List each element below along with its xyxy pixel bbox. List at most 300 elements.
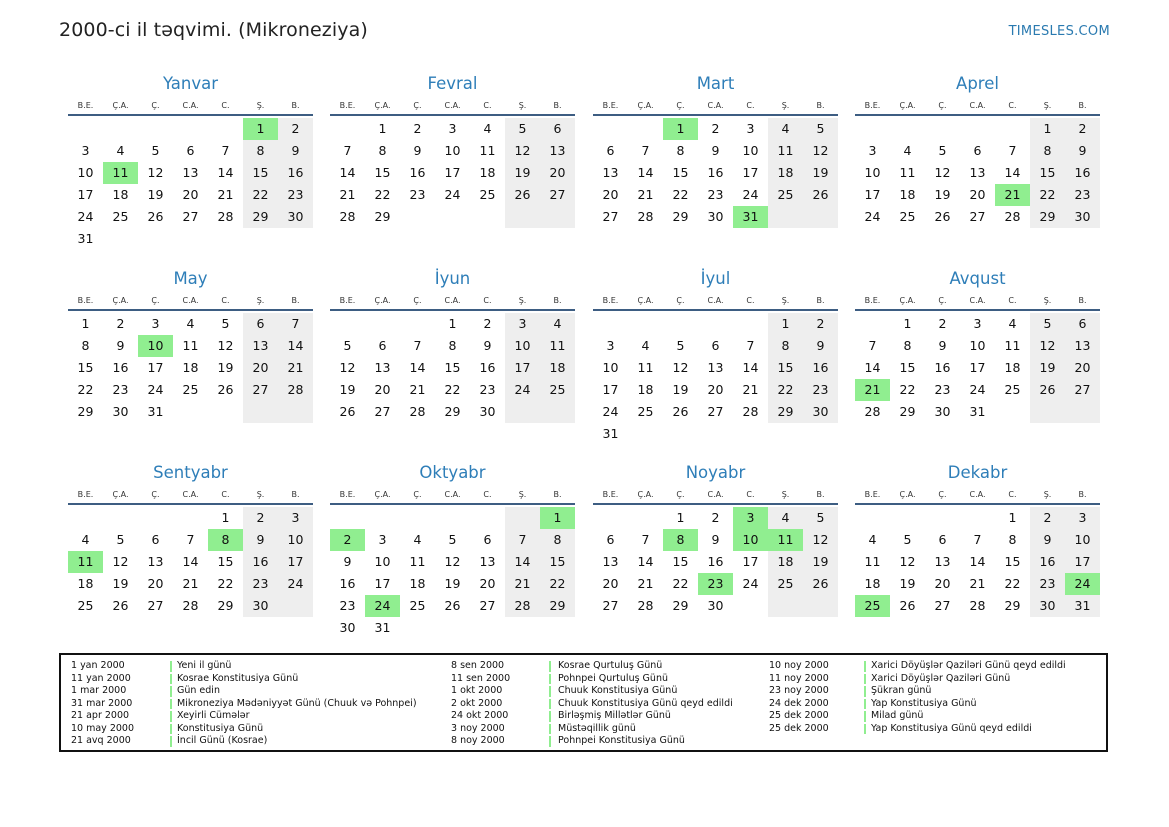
day-cell: 29 bbox=[1004, 598, 1021, 613]
day-cell: 22 bbox=[1039, 187, 1056, 202]
day-cell: 9 bbox=[116, 338, 125, 353]
weekday-label: B. bbox=[291, 101, 300, 110]
day-cell: 5 bbox=[116, 532, 125, 547]
day-cell: 11 bbox=[182, 338, 199, 353]
holiday-day-cell: 8 bbox=[208, 529, 243, 551]
weekday-label: Ş. bbox=[781, 490, 790, 499]
weekday-label: Ç.A. bbox=[899, 101, 916, 110]
day-cell: 4 bbox=[553, 316, 562, 331]
day-cell: 8 bbox=[903, 338, 912, 353]
month-name: İyul bbox=[700, 269, 731, 288]
holiday-day-cell: 31 bbox=[733, 206, 768, 228]
holiday-day-cell: 21 bbox=[995, 184, 1030, 206]
month-name: Aprel bbox=[956, 74, 999, 93]
weekday-label: C. bbox=[483, 101, 492, 110]
day-cell: 11 bbox=[409, 554, 426, 569]
day-cell: 23 bbox=[112, 382, 129, 397]
day-cell: 14 bbox=[637, 554, 654, 569]
day-cell: 17 bbox=[77, 187, 94, 202]
day-cell: 1 bbox=[378, 121, 387, 136]
holiday-day-cell: 3 bbox=[733, 507, 768, 529]
day-cell: 6 bbox=[483, 532, 492, 547]
day-cell: 23 bbox=[812, 382, 829, 397]
day-cell: 27 bbox=[969, 209, 986, 224]
day-cell: 2 bbox=[711, 121, 720, 136]
day-cell: 2 bbox=[256, 510, 265, 525]
day-cell: 30 bbox=[707, 209, 724, 224]
day-cell: 5 bbox=[903, 532, 912, 547]
holiday-marker bbox=[170, 736, 172, 747]
day-cell: 20 bbox=[182, 187, 199, 202]
day-cell: 6 bbox=[1078, 316, 1087, 331]
weekday-label: B. bbox=[1078, 490, 1087, 499]
day-cell: 19 bbox=[812, 554, 829, 569]
holiday-date: 21 apr 2000 bbox=[71, 710, 130, 721]
holiday-day-cell: 24 bbox=[1065, 573, 1100, 595]
day-cell: 17 bbox=[602, 382, 619, 397]
day-cell: 20 bbox=[252, 360, 269, 375]
day-cell: 13 bbox=[602, 554, 619, 569]
day-cell: 19 bbox=[899, 576, 916, 591]
weekday-label: B.E. bbox=[339, 101, 356, 110]
day-cell: 19 bbox=[217, 360, 234, 375]
day-cell: 23 bbox=[479, 382, 496, 397]
day-cell: 29 bbox=[672, 209, 689, 224]
day-cell: 29 bbox=[549, 598, 566, 613]
day-cell: 10 bbox=[287, 532, 304, 547]
day-cell: 19 bbox=[147, 187, 164, 202]
header-rule bbox=[593, 503, 838, 505]
day-cell: 10 bbox=[77, 165, 94, 180]
weekday-label: B. bbox=[816, 296, 825, 305]
holiday-name: Kosrae Konstitusiya Günü bbox=[177, 672, 299, 684]
holiday-day-cell: 10 bbox=[733, 529, 768, 551]
day-cell: 14 bbox=[742, 360, 759, 375]
weekday-label: C. bbox=[221, 490, 230, 499]
day-cell: 14 bbox=[514, 554, 531, 569]
day-cell: 3 bbox=[868, 143, 877, 158]
day-cell: 15 bbox=[252, 165, 269, 180]
day-cell: 17 bbox=[969, 360, 986, 375]
day-cell: 16 bbox=[707, 554, 724, 569]
day-cell: 15 bbox=[1039, 165, 1056, 180]
day-cell: 28 bbox=[637, 209, 654, 224]
day-cell: 12 bbox=[812, 532, 829, 547]
day-cell: 30 bbox=[287, 209, 304, 224]
day-cell: 17 bbox=[514, 360, 531, 375]
day-cell: 26 bbox=[1039, 382, 1056, 397]
weekday-label: B. bbox=[553, 490, 562, 499]
holiday-marker bbox=[170, 686, 172, 697]
day-cell: 30 bbox=[252, 598, 269, 613]
day-cell: 3 bbox=[81, 143, 90, 158]
day-cell: 27 bbox=[602, 209, 619, 224]
day-cell: 11 bbox=[479, 143, 496, 158]
weekday-label: Ç.A. bbox=[112, 101, 129, 110]
day-cell: 24 bbox=[864, 209, 881, 224]
day-cell: 17 bbox=[374, 576, 391, 591]
day-cell: 25 bbox=[409, 598, 426, 613]
holiday-day-cell: 23 bbox=[698, 573, 733, 595]
weekday-label: B.E. bbox=[602, 101, 619, 110]
weekday-label: C.A. bbox=[707, 296, 724, 305]
day-cell: 1 bbox=[221, 510, 230, 525]
day-cell: 19 bbox=[1039, 360, 1056, 375]
holiday-day-cell: 8 bbox=[663, 529, 698, 551]
day-cell: 8 bbox=[1008, 532, 1017, 547]
day-cell: 1 bbox=[676, 510, 685, 525]
holiday-marker bbox=[170, 674, 172, 685]
weekday-label: B.E. bbox=[77, 296, 94, 305]
day-cell: 16 bbox=[1074, 165, 1091, 180]
day-cell: 6 bbox=[606, 532, 615, 547]
holiday-date: 8 noy 2000 bbox=[451, 735, 505, 746]
day-cell: 12 bbox=[112, 554, 129, 569]
holiday-date: 11 yan 2000 bbox=[71, 672, 131, 684]
weekday-label: C. bbox=[221, 296, 230, 305]
day-cell: 26 bbox=[339, 404, 356, 419]
header-rule bbox=[593, 114, 838, 116]
day-cell: 26 bbox=[934, 209, 951, 224]
day-cell: 29 bbox=[444, 404, 461, 419]
day-cell: 20 bbox=[602, 187, 619, 202]
day-cell: 10 bbox=[864, 165, 881, 180]
day-cell: 7 bbox=[291, 316, 300, 331]
day-cell: 23 bbox=[934, 382, 951, 397]
day-cell: 3 bbox=[378, 532, 387, 547]
day-cell: 9 bbox=[413, 143, 422, 158]
day-cell: 21 bbox=[742, 382, 759, 397]
weekday-label: C.A. bbox=[707, 101, 724, 110]
day-cell: 18 bbox=[409, 576, 426, 591]
day-cell: 6 bbox=[606, 143, 615, 158]
day-cell: 22 bbox=[444, 382, 461, 397]
holiday-date: 11 noy 2000 bbox=[769, 672, 829, 684]
day-cell: 28 bbox=[864, 404, 881, 419]
weekday-label: Ç. bbox=[938, 101, 947, 110]
header-rule bbox=[855, 503, 1100, 505]
day-cell: 19 bbox=[934, 187, 951, 202]
header-rule bbox=[68, 503, 313, 505]
day-cell: 2 bbox=[1043, 510, 1052, 525]
day-cell: 18 bbox=[479, 165, 496, 180]
weekday-label: C.A. bbox=[707, 490, 724, 499]
weekday-label: C.A. bbox=[182, 490, 199, 499]
day-cell: 10 bbox=[514, 338, 531, 353]
holiday-day-cell: 25 bbox=[855, 595, 890, 617]
day-cell: 28 bbox=[339, 209, 356, 224]
weekday-label: Ç. bbox=[151, 296, 160, 305]
month-name: Avqust bbox=[949, 269, 1006, 288]
weekday-label: C.A. bbox=[444, 101, 461, 110]
day-cell: 12 bbox=[899, 554, 916, 569]
day-cell: 27 bbox=[479, 598, 496, 613]
day-cell: 24 bbox=[147, 382, 164, 397]
weekday-label: Ş. bbox=[518, 101, 527, 110]
holiday-name: Xeyirli Cümələr bbox=[177, 710, 250, 721]
day-cell: 8 bbox=[256, 143, 265, 158]
day-cell: 16 bbox=[409, 165, 426, 180]
weekday-label: B.E. bbox=[864, 490, 881, 499]
day-cell: 3 bbox=[291, 510, 300, 525]
day-cell: 10 bbox=[742, 143, 759, 158]
day-cell: 15 bbox=[217, 554, 234, 569]
day-cell: 28 bbox=[969, 598, 986, 613]
weekday-label: C.A. bbox=[969, 296, 986, 305]
month-name: Dekabr bbox=[947, 463, 1008, 482]
day-cell: 7 bbox=[868, 338, 877, 353]
day-cell: 12 bbox=[147, 165, 164, 180]
day-cell: 19 bbox=[339, 382, 356, 397]
day-cell: 9 bbox=[291, 143, 300, 158]
day-cell: 4 bbox=[903, 143, 912, 158]
weekday-label: Ç.A. bbox=[374, 101, 391, 110]
day-cell: 27 bbox=[252, 382, 269, 397]
day-cell: 4 bbox=[781, 121, 790, 136]
day-cell: 27 bbox=[934, 598, 951, 613]
day-cell: 8 bbox=[781, 338, 790, 353]
day-cell: 15 bbox=[672, 165, 689, 180]
holiday-marker bbox=[549, 736, 551, 747]
day-cell: 7 bbox=[413, 338, 422, 353]
holiday-date: 24 okt 2000 bbox=[451, 710, 509, 721]
day-cell: 5 bbox=[343, 338, 352, 353]
day-cell: 8 bbox=[378, 143, 387, 158]
day-cell: 29 bbox=[252, 209, 269, 224]
weekday-label: Ç.A. bbox=[374, 490, 391, 499]
day-cell: 12 bbox=[514, 143, 531, 158]
day-cell: 13 bbox=[934, 554, 951, 569]
holiday-day-cell: 11 bbox=[68, 551, 103, 573]
weekday-label: B. bbox=[1078, 101, 1087, 110]
weekday-label: C.A. bbox=[182, 101, 199, 110]
holiday-date: 1 yan 2000 bbox=[71, 660, 125, 671]
day-cell: 2 bbox=[711, 510, 720, 525]
weekday-label: C.A. bbox=[444, 296, 461, 305]
day-cell: 5 bbox=[221, 316, 230, 331]
weekday-label: Ç. bbox=[676, 296, 685, 305]
day-cell: 6 bbox=[938, 532, 947, 547]
day-cell: 28 bbox=[1004, 209, 1021, 224]
day-cell: 4 bbox=[868, 532, 877, 547]
holiday-date: 8 sen 2000 bbox=[451, 660, 505, 671]
day-cell: 4 bbox=[81, 532, 90, 547]
day-cell: 1 bbox=[781, 316, 790, 331]
holiday-date: 1 okt 2000 bbox=[451, 685, 503, 696]
weekday-label: C.A. bbox=[969, 490, 986, 499]
day-cell: 9 bbox=[711, 532, 720, 547]
day-cell: 5 bbox=[151, 143, 160, 158]
day-cell: 11 bbox=[1004, 338, 1021, 353]
holiday-date: 10 may 2000 bbox=[71, 722, 135, 734]
day-cell: 25 bbox=[549, 382, 566, 397]
day-cell: 21 bbox=[182, 576, 199, 591]
header-rule bbox=[330, 309, 575, 311]
day-cell: 21 bbox=[637, 187, 654, 202]
day-cell: 21 bbox=[514, 576, 531, 591]
day-cell: 30 bbox=[707, 598, 724, 613]
day-cell: 17 bbox=[287, 554, 304, 569]
day-cell: 14 bbox=[864, 360, 881, 375]
day-cell: 20 bbox=[1074, 360, 1091, 375]
day-cell: 24 bbox=[969, 382, 986, 397]
day-cell: 2 bbox=[413, 121, 422, 136]
day-cell: 3 bbox=[518, 316, 527, 331]
day-cell: 30 bbox=[339, 620, 356, 635]
day-cell: 6 bbox=[186, 143, 195, 158]
day-cell: 23 bbox=[287, 187, 304, 202]
day-cell: 4 bbox=[781, 510, 790, 525]
day-cell: 3 bbox=[151, 316, 160, 331]
day-cell: 25 bbox=[899, 209, 916, 224]
weekday-label: Ç.A. bbox=[637, 490, 654, 499]
day-cell: 22 bbox=[374, 187, 391, 202]
day-cell: 20 bbox=[969, 187, 986, 202]
day-cell: 15 bbox=[1004, 554, 1021, 569]
day-cell: 22 bbox=[252, 187, 269, 202]
day-cell: 26 bbox=[147, 209, 164, 224]
weekday-label: C. bbox=[221, 101, 230, 110]
day-cell: 30 bbox=[934, 404, 951, 419]
day-cell: 18 bbox=[182, 360, 199, 375]
day-cell: 14 bbox=[339, 165, 356, 180]
holiday-date: 31 mar 2000 bbox=[71, 697, 133, 709]
weekday-label: Ş. bbox=[518, 490, 527, 499]
weekday-label: B. bbox=[553, 296, 562, 305]
day-cell: 30 bbox=[1039, 598, 1056, 613]
weekday-label: C. bbox=[483, 490, 492, 499]
day-cell: 24 bbox=[602, 404, 619, 419]
day-cell: 7 bbox=[973, 532, 982, 547]
day-cell: 12 bbox=[934, 165, 951, 180]
holiday-name: İncil Günü (Kosrae) bbox=[177, 735, 268, 746]
weekday-label: Ş. bbox=[781, 101, 790, 110]
weekday-label: C.A. bbox=[969, 101, 986, 110]
holiday-day-cell: 10 bbox=[138, 335, 173, 357]
day-cell: 22 bbox=[777, 382, 794, 397]
weekday-label: B.E. bbox=[864, 101, 881, 110]
holiday-marker bbox=[864, 686, 866, 697]
day-cell: 3 bbox=[1078, 510, 1087, 525]
weekday-label: Ş. bbox=[256, 296, 265, 305]
day-cell: 31 bbox=[147, 404, 164, 419]
day-cell: 22 bbox=[549, 576, 566, 591]
day-cell: 29 bbox=[899, 404, 916, 419]
day-cell: 20 bbox=[707, 382, 724, 397]
day-cell: 15 bbox=[374, 165, 391, 180]
day-cell: 26 bbox=[812, 576, 829, 591]
header-rule bbox=[593, 309, 838, 311]
day-cell: 21 bbox=[637, 576, 654, 591]
day-cell: 11 bbox=[549, 338, 566, 353]
month-name: İyun bbox=[434, 269, 471, 288]
day-cell: 7 bbox=[1008, 143, 1017, 158]
day-cell: 11 bbox=[777, 143, 794, 158]
weekday-label: Ç. bbox=[676, 490, 685, 499]
day-cell: 18 bbox=[77, 576, 94, 591]
day-cell: 23 bbox=[409, 187, 426, 202]
day-cell: 14 bbox=[287, 338, 304, 353]
day-cell: 14 bbox=[969, 554, 986, 569]
day-cell: 20 bbox=[602, 576, 619, 591]
weekday-label: Ş. bbox=[256, 490, 265, 499]
day-cell: 1 bbox=[81, 316, 90, 331]
holiday-date: 25 dek 2000 bbox=[769, 710, 829, 721]
day-cell: 2 bbox=[116, 316, 125, 331]
day-cell: 17 bbox=[147, 360, 164, 375]
day-cell: 23 bbox=[707, 187, 724, 202]
weekday-label: C. bbox=[746, 296, 755, 305]
day-cell: 26 bbox=[444, 598, 461, 613]
header-rule bbox=[68, 309, 313, 311]
day-cell: 14 bbox=[217, 165, 234, 180]
holiday-name: Mikroneziya Mədəniyyət Günü (Chuuk və Pohnpei) bbox=[177, 697, 417, 709]
holiday-name: Xarici Döyüşlər Qaziləri Günü bbox=[871, 672, 1011, 684]
day-cell: 23 bbox=[1039, 576, 1056, 591]
day-cell: 20 bbox=[374, 382, 391, 397]
holiday-name: Birləşmiş Millətlər Günü bbox=[558, 710, 671, 721]
day-cell: 13 bbox=[479, 554, 496, 569]
holiday-date: 21 avq 2000 bbox=[71, 735, 131, 746]
brand-link[interactable]: TIMESLES.COM bbox=[1008, 24, 1110, 39]
day-cell: 16 bbox=[287, 165, 304, 180]
holiday-date: 2 okt 2000 bbox=[451, 697, 503, 709]
weekday-label: Ç. bbox=[151, 101, 160, 110]
day-cell: 8 bbox=[553, 532, 562, 547]
day-cell: 5 bbox=[938, 143, 947, 158]
day-cell: 4 bbox=[186, 316, 195, 331]
day-cell: 28 bbox=[637, 598, 654, 613]
day-cell: 24 bbox=[77, 209, 94, 224]
day-cell: 27 bbox=[549, 187, 566, 202]
month-name: Sentyabr bbox=[153, 463, 228, 482]
day-cell: 24 bbox=[287, 576, 304, 591]
day-cell: 2 bbox=[483, 316, 492, 331]
day-cell: 26 bbox=[217, 382, 234, 397]
holiday-name: Yeni il günü bbox=[177, 660, 232, 671]
holiday-marker bbox=[864, 699, 866, 710]
holiday-date: 25 dek 2000 bbox=[769, 722, 829, 734]
day-cell: 3 bbox=[606, 338, 615, 353]
day-cell: 26 bbox=[112, 598, 129, 613]
day-cell: 15 bbox=[549, 554, 566, 569]
day-cell: 6 bbox=[553, 121, 562, 136]
day-cell: 17 bbox=[742, 165, 759, 180]
day-cell: 26 bbox=[812, 187, 829, 202]
holiday-name: Müstəqillik günü bbox=[558, 722, 636, 734]
day-cell: 2 bbox=[1078, 121, 1087, 136]
holiday-marker bbox=[549, 686, 551, 697]
day-cell: 25 bbox=[182, 382, 199, 397]
day-cell: 17 bbox=[1074, 554, 1091, 569]
holiday-marker bbox=[549, 711, 551, 722]
day-cell: 2 bbox=[816, 316, 825, 331]
day-cell: 12 bbox=[812, 143, 829, 158]
day-cell: 13 bbox=[969, 165, 986, 180]
day-cell: 12 bbox=[339, 360, 356, 375]
day-cell: 6 bbox=[711, 338, 720, 353]
day-cell: 24 bbox=[444, 187, 461, 202]
holiday-name: Xarici Döyüşlər Qaziləri Günü qeyd edildi bbox=[871, 660, 1066, 671]
day-cell: 7 bbox=[641, 532, 650, 547]
weekday-label: Ş. bbox=[781, 296, 790, 305]
day-cell: 1 bbox=[448, 316, 457, 331]
page-title: 2000-ci il təqvimi. (Mikroneziya) bbox=[59, 19, 368, 41]
day-cell: 22 bbox=[672, 576, 689, 591]
day-cell: 4 bbox=[1008, 316, 1017, 331]
holiday-day-cell: 1 bbox=[540, 507, 575, 529]
holiday-day-cell: 1 bbox=[663, 118, 698, 140]
